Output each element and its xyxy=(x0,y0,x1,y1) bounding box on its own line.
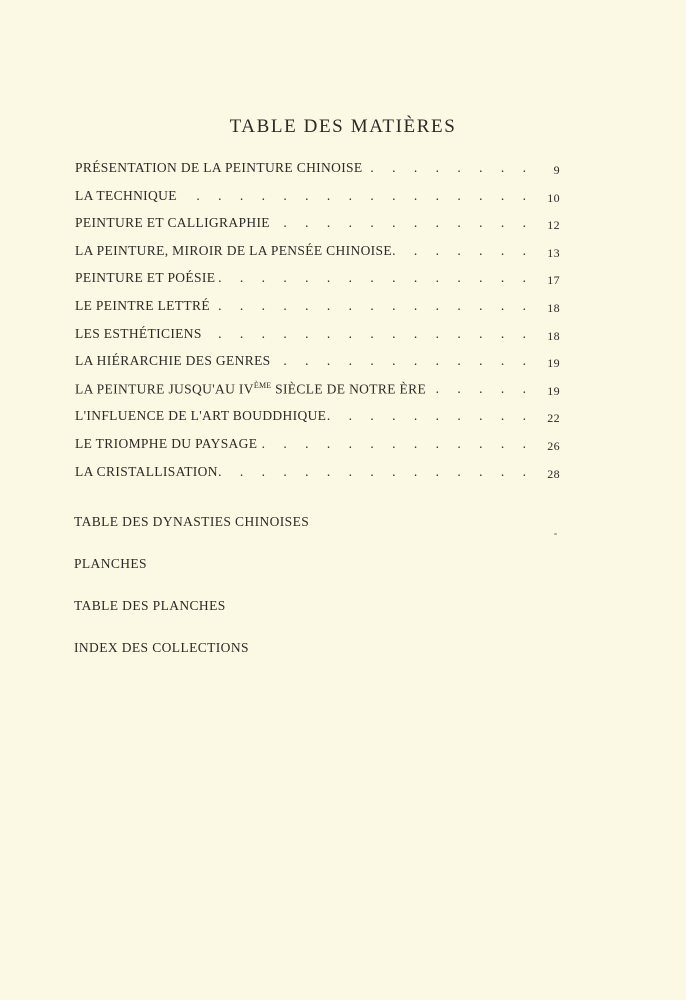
toc-entry xyxy=(75,381,560,409)
toc-entry xyxy=(75,408,560,436)
dot-leader xyxy=(270,215,536,231)
dot-leader xyxy=(257,436,536,452)
dot-leader xyxy=(392,243,536,259)
toc-entry-title: LE PEINTRE LETTRÉ xyxy=(75,297,210,313)
paper-speck xyxy=(554,533,557,535)
toc-entry xyxy=(75,353,560,381)
toc-entry-title: LA CRISTALLISATION xyxy=(75,463,218,479)
toc-entry xyxy=(75,243,560,271)
toc-entry-page: 9 xyxy=(553,163,560,177)
toc-entry-page: 12 xyxy=(547,218,560,233)
dot-leader xyxy=(326,408,536,424)
toc-entry-page: 19 xyxy=(547,356,560,371)
toc-entry-title: PEINTURE ET CALLIGRAPHIE xyxy=(75,215,270,231)
dot-leader xyxy=(215,270,536,286)
toc-entry-title: LA PEINTURE, MIROIR DE LA PENSÉE CHINOISE xyxy=(75,242,392,258)
dot-leader xyxy=(202,326,536,342)
toc-entry-title: PRÉSENTATION DE LA PEINTURE CHINOISE xyxy=(75,160,363,175)
toc-entry-page: 26 xyxy=(547,438,560,453)
section-collections-index: INDEX DES COLLECTIONS xyxy=(74,640,249,655)
toc-entry-page: 19 xyxy=(547,384,560,399)
toc-entry xyxy=(75,464,560,492)
section-dynasties-table: TABLE DES DYNASTIES CHINOISES xyxy=(74,514,310,529)
toc-entry xyxy=(75,436,560,464)
toc-entry xyxy=(75,298,560,326)
toc-entry xyxy=(75,270,560,298)
toc-entry-title: LA HIÉRARCHIE DES GENRES xyxy=(75,353,271,369)
toc-entry xyxy=(75,160,560,188)
dot-leader xyxy=(218,464,536,480)
toc-entry-title: LE TRIOMPHE DU PAYSAGE xyxy=(75,435,258,451)
dot-leader xyxy=(271,353,536,369)
toc-entry-page: 28 xyxy=(547,466,560,481)
toc-entry-title: PEINTURE ET POÉSIE xyxy=(75,270,216,286)
toc-entry-title: LES ESTHÉTICIENS xyxy=(75,325,202,341)
toc-entry-page: 18 xyxy=(547,300,560,315)
toc-entry-page: 22 xyxy=(547,411,560,426)
section-plates-table: TABLE DES PLANCHES xyxy=(74,598,226,613)
dot-leader xyxy=(426,381,536,397)
dot-leader xyxy=(177,188,536,204)
toc-entry-title: LA TECHNIQUE xyxy=(75,187,177,203)
page-title: TABLE DES MATIÈRES xyxy=(229,116,457,137)
dot-leader xyxy=(210,298,536,314)
toc-entry-page: 17 xyxy=(547,273,560,288)
toc-entry-title: LA PEINTURE JUSQU'AU IVÈME SIÈCLE DE NOTRE ÈRE xyxy=(75,380,427,397)
toc-entry xyxy=(75,215,560,243)
toc-entry-title: L'INFLUENCE DE L'ART BOUDDHIQUE xyxy=(75,408,327,424)
toc-entry-page: 10 xyxy=(547,190,560,205)
table-of-contents xyxy=(75,160,560,491)
superscript-ordinal: ÈME xyxy=(253,380,272,390)
toc-entry-page: 18 xyxy=(547,328,560,343)
toc-entry xyxy=(75,188,560,216)
unnumbered-sections xyxy=(74,514,309,682)
toc-entry-page: 13 xyxy=(547,245,560,260)
section-plates: PLANCHES xyxy=(74,556,147,571)
toc-entry xyxy=(75,326,560,354)
dot-leader xyxy=(363,160,536,176)
